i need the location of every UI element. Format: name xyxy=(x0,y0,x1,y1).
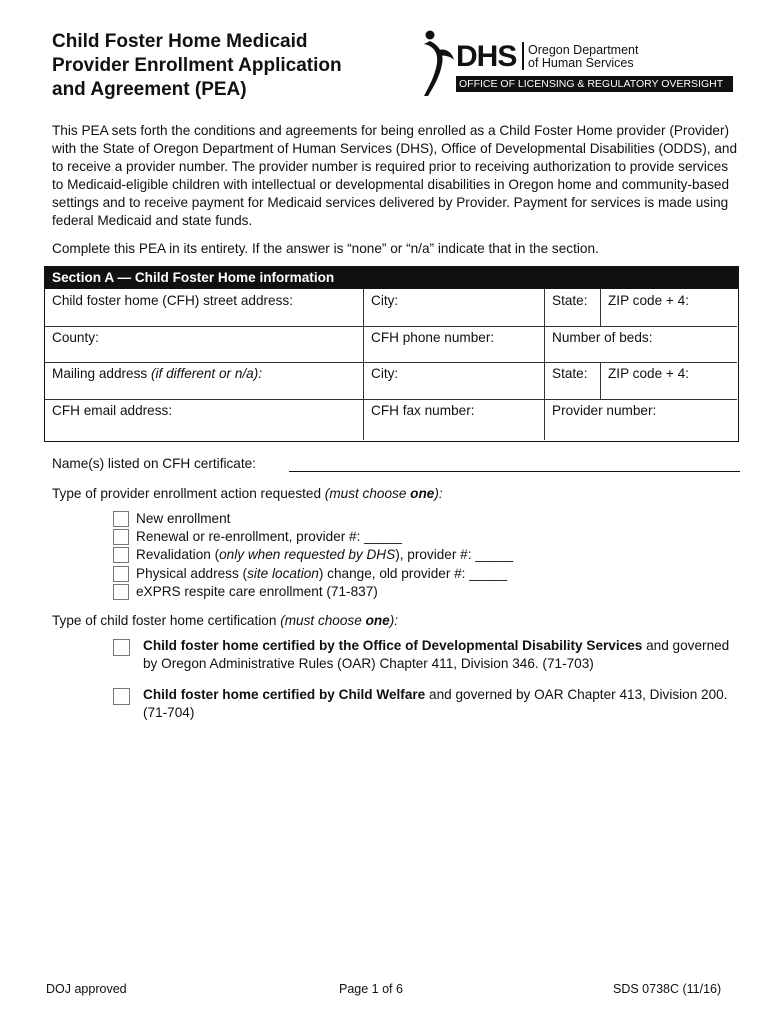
field-email[interactable]: CFH email address: xyxy=(52,403,173,418)
option-label: Revalidation (only when requested by DHS), provider #: _____ xyxy=(136,547,514,563)
footer-left: DOJ approved xyxy=(46,982,127,996)
instruction-text: Complete this PEA in its entirety. If the answer is “none” or “n/a” indicate that in the section. xyxy=(52,241,599,256)
checkbox-exprs-respite[interactable] xyxy=(113,584,129,600)
enrollment-question-text: Type of provider enrollment action requested xyxy=(52,486,325,501)
logo-divider xyxy=(522,42,524,70)
field-state[interactable]: State: xyxy=(544,289,600,326)
option-label: Physical address (site location) change, old provider #: _____ xyxy=(136,565,508,581)
enrollment-question-end: ): xyxy=(434,486,443,501)
option-label: Renewal or re-enrollment, provider #: _____ xyxy=(136,529,402,545)
certificate-names-label: Name(s) listed on CFH certificate: xyxy=(52,456,256,471)
option-text: Child foster home certified by the Office of Developmental Disability Services and governed by Oregon Administrative Rules (OAR) Chapter 411, Division 346. (71-703) xyxy=(143,638,730,671)
certification-question xyxy=(52,613,398,628)
certification-question-text: Type of child foster home certification xyxy=(52,613,281,628)
table-row xyxy=(45,399,737,440)
field-beds[interactable]: Number of beds: xyxy=(544,326,737,362)
footer-form-code: SDS 0738C (11/16) xyxy=(613,982,722,996)
logo-abbr: DHS xyxy=(456,40,517,73)
field-county[interactable]: County: xyxy=(52,330,99,345)
mailing-label: Mailing address xyxy=(52,366,151,381)
field-city[interactable]: City: xyxy=(363,289,544,326)
enrollment-question xyxy=(52,486,443,501)
option-label: New enrollment xyxy=(136,511,231,526)
page-title xyxy=(52,30,392,102)
title-line: and Agreement (PEA) xyxy=(52,79,247,100)
table-row xyxy=(45,289,737,327)
option-label: eXPRS respite care enrollment (71-837) xyxy=(136,583,378,599)
checkbox-revalidation[interactable] xyxy=(113,547,129,563)
logo-org-name xyxy=(528,44,638,70)
enrollment-question-em: (must choose xyxy=(324,486,411,501)
footer-page-number: Page 1 of 6 xyxy=(339,982,403,996)
certification-question-em: (must choose xyxy=(280,613,366,628)
field-street-address[interactable]: Child foster home (CFH) street address: xyxy=(52,293,293,308)
logo-office-bar: OFFICE OF LICENSING & REGULATORY OVERSIGHT xyxy=(456,76,733,92)
checkbox-cert-child-welfare[interactable] xyxy=(113,688,130,705)
logo-org-line: Oregon Department xyxy=(528,43,639,57)
field-mailing-state[interactable]: State: xyxy=(544,362,600,399)
certification-option-odds xyxy=(113,637,743,673)
checkbox-new-enrollment[interactable] xyxy=(113,511,129,527)
certification-question-strong: one xyxy=(365,613,390,628)
section-a xyxy=(44,266,739,442)
certification-question-end: ): xyxy=(389,613,399,628)
field-mailing-zip[interactable]: ZIP code + 4: xyxy=(600,362,737,399)
checkbox-renewal[interactable] xyxy=(113,529,129,545)
title-line: Provider Enrollment Application xyxy=(52,55,342,76)
human-figure-logo-icon xyxy=(420,28,460,100)
field-provider-number[interactable]: Provider number: xyxy=(544,399,737,440)
title-line: Child Foster Home Medicaid xyxy=(52,31,308,52)
certificate-names-field xyxy=(52,456,256,471)
logo-org-line: of Human Services xyxy=(528,56,634,70)
field-fax[interactable]: CFH fax number: xyxy=(363,399,544,440)
certificate-names-input[interactable] xyxy=(289,471,740,472)
option-text: Child foster home certified by Child Welfare and governed by OAR Chapter 413, Division 200. (71-704) xyxy=(143,687,728,720)
mailing-note: (if different or n/a): xyxy=(150,366,263,381)
checkbox-cert-odds[interactable] xyxy=(113,639,130,656)
field-mailing-city[interactable]: City: xyxy=(363,362,544,399)
checkbox-address-change[interactable] xyxy=(113,566,129,582)
field-zip[interactable]: ZIP code + 4: xyxy=(600,289,737,326)
dhs-logo xyxy=(420,28,740,100)
table-row xyxy=(45,362,737,400)
field-phone[interactable]: CFH phone number: xyxy=(363,326,544,362)
table-row xyxy=(45,326,737,363)
section-a-heading: Section A — Child Foster Home information xyxy=(45,267,738,289)
field-mailing-address[interactable] xyxy=(45,362,363,399)
certification-option-child-welfare xyxy=(113,686,743,722)
intro-paragraph: This PEA sets forth the conditions and agreements for being enrolled as a Child Foster Home provider (Provider) with the State of Oregon Department of Human Services (DHS), Office of Developmental Disabilities (ODDS), and to receive a provider number. The provider number is required prior to receiving authorization to provide services to Medicaid-eligible children with intellectual or developmental disabilities in Oregon home and community-based settings and to receive payment for Medicaid services delivered by Provider. Payment for services is made using federal Medicaid and state funds. xyxy=(52,123,738,228)
enrollment-question-strong: one xyxy=(410,486,435,501)
